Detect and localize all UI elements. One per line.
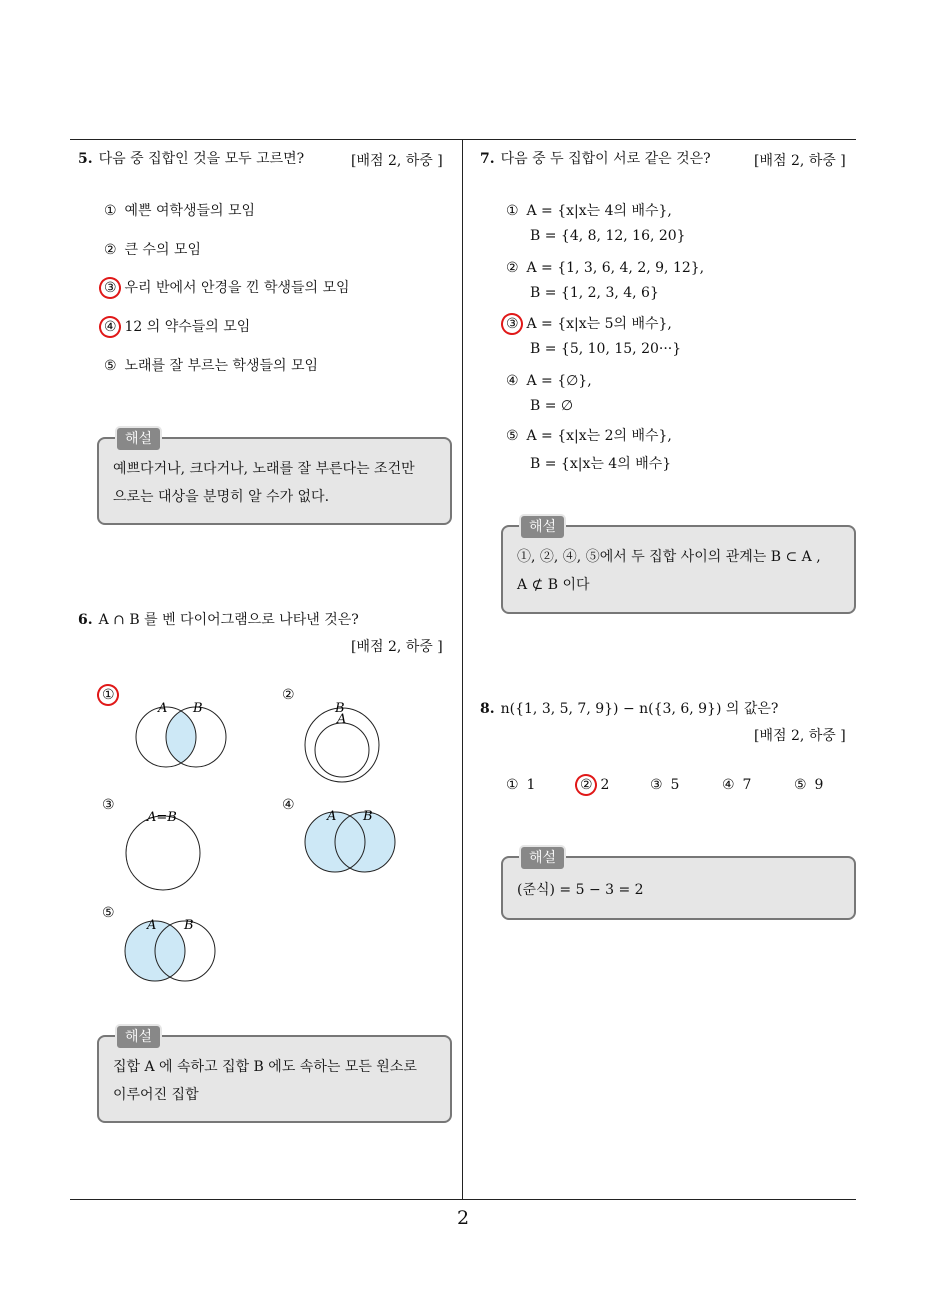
label-b: B — [184, 918, 194, 933]
set-a-circle — [315, 723, 369, 777]
set-ab-circle — [126, 816, 200, 890]
solution-box — [97, 1029, 452, 1123]
venn-option-4[interactable] — [305, 809, 395, 872]
question-text: A ∩ B 를 벤 다이어그램으로 나타낸 것은? — [98, 612, 359, 628]
q7-option-3-line-2: B = {5, 10, 15, 20···} — [530, 341, 682, 357]
option-text: 5 — [670, 777, 680, 793]
solution-label: 해설 — [115, 426, 162, 452]
score-label: [배점 2, 하중 ] — [351, 639, 443, 655]
option-text: 2 — [600, 777, 610, 793]
score-label: [배점 2, 하중 ] — [351, 153, 443, 169]
option-line-1: A = {x|x는 2의 배수}, — [526, 428, 672, 444]
q8-option-1[interactable] — [506, 776, 535, 794]
option-mark: ③ — [650, 777, 663, 793]
q8-option-5[interactable] — [794, 776, 823, 794]
question-number: 5. — [78, 151, 93, 167]
label-b: B — [363, 809, 373, 824]
venn-mark-2: ② — [282, 687, 295, 703]
q7-option-4-line-2: B = ∅ — [530, 398, 574, 414]
label-b: B — [335, 701, 345, 716]
label-a: A — [327, 809, 337, 824]
option-text: 예쁜 여학생들의 모임 — [124, 203, 256, 219]
q7-option-1-line-2: B = {4, 8, 12, 16, 20} — [530, 228, 686, 244]
venn-option-5[interactable] — [125, 918, 215, 981]
option-mark: ② — [104, 242, 117, 258]
option-text: 1 — [526, 777, 536, 793]
venn-mark-5: ⑤ — [102, 905, 115, 921]
option-mark: ④ — [506, 373, 519, 389]
solution-text: 집합 A 에 속하고 집합 B 에도 속하는 모든 원소로 이루어진 집합 — [113, 1059, 417, 1103]
option-mark: ③ — [506, 316, 519, 332]
label-b: B — [193, 701, 203, 716]
option-text: 노래를 잘 부르는 학생들의 모임 — [124, 358, 319, 374]
solution-text: ①, ②, ④, ⑤에서 두 집합 사이의 관계는 B ⊂ A , A ⊄ B 이다 — [517, 549, 821, 593]
venn-option-2[interactable] — [305, 701, 379, 782]
label-a: A — [158, 701, 168, 716]
q7-option-1[interactable] — [506, 202, 672, 220]
option-text: 7 — [742, 777, 752, 793]
q7-option-5-line-2: B = {x|x는 4의 배수} — [530, 456, 672, 472]
solution-label: 해설 — [519, 845, 566, 871]
label-a: A — [337, 712, 347, 727]
question-number: 8. — [480, 701, 495, 717]
question-text: 다음 중 두 집합이 서로 같은 것은? — [500, 151, 711, 167]
option-mark: ⑤ — [794, 777, 807, 793]
solution-label: 해설 — [115, 1024, 162, 1050]
q7-option-2-line-2: B = {1, 2, 3, 4, 6} — [530, 285, 659, 301]
q8-option-4[interactable] — [722, 776, 751, 794]
option-mark: ④ — [104, 319, 117, 335]
venn-option-1[interactable] — [136, 701, 226, 767]
venn-mark-4: ④ — [282, 797, 295, 813]
option-mark: ① — [506, 203, 519, 219]
option-text: 우리 반에서 안경을 낀 학생들의 모임 — [124, 280, 350, 296]
option-mark: ③ — [104, 280, 117, 296]
venn-mark-3: ③ — [102, 797, 115, 813]
option-mark: ① — [104, 203, 117, 219]
question-number: 7. — [480, 151, 495, 167]
score-label: [배점 2, 하중 ] — [754, 728, 846, 744]
q8-option-3[interactable] — [650, 776, 679, 794]
option-mark: ② — [580, 777, 593, 793]
option-mark: ① — [506, 777, 519, 793]
option-mark: ⑤ — [104, 358, 117, 374]
q7-option-2[interactable] — [506, 259, 704, 277]
solution-text: 예쁘다거나, 크다거나, 노래를 잘 부른다는 조건만 으로는 대상을 분명히 알 수가 없다. — [113, 461, 415, 505]
option-text: 큰 수의 모임 — [124, 242, 201, 258]
solution-label: 해설 — [519, 514, 566, 540]
venn-mark-1: ① — [102, 687, 115, 703]
q7-option-5[interactable] — [506, 427, 672, 445]
option-line-1: A = {1, 3, 6, 4, 2, 9, 12}, — [526, 260, 705, 276]
question-text: n({1, 3, 5, 7, 9}) − n({3, 6, 9}) 의 값은? — [500, 701, 779, 717]
option-line-1: A = {x|x는 4의 배수}, — [526, 203, 672, 219]
option-mark: ⑤ — [506, 428, 519, 444]
option-mark: ④ — [722, 777, 735, 793]
question-number: 6. — [78, 612, 93, 628]
solution-text: (준식) = 5 − 3 = 2 — [517, 882, 644, 898]
question-8 — [480, 700, 778, 718]
solution-box — [501, 850, 856, 920]
question-text: 다음 중 집합인 것을 모두 고르면? — [98, 151, 305, 167]
option-line-1: A = {x|x는 5의 배수}, — [526, 316, 672, 332]
page-number: 2 — [456, 1207, 470, 1229]
label-a-eq-b: A=B — [147, 810, 177, 825]
option-mark: ② — [506, 260, 519, 276]
question-7 — [480, 150, 711, 168]
venn-option-3[interactable] — [126, 810, 200, 890]
option-line-1: A = {∅}, — [526, 373, 592, 389]
label-a: A — [147, 918, 157, 933]
solution-box — [501, 519, 856, 614]
option-text: 9 — [814, 777, 824, 793]
option-text: 12 의 약수들의 모임 — [124, 319, 251, 335]
score-label: [배점 2, 하중 ] — [754, 153, 846, 169]
q7-option-4[interactable] — [506, 372, 592, 390]
q7-option-3[interactable] — [506, 315, 672, 333]
